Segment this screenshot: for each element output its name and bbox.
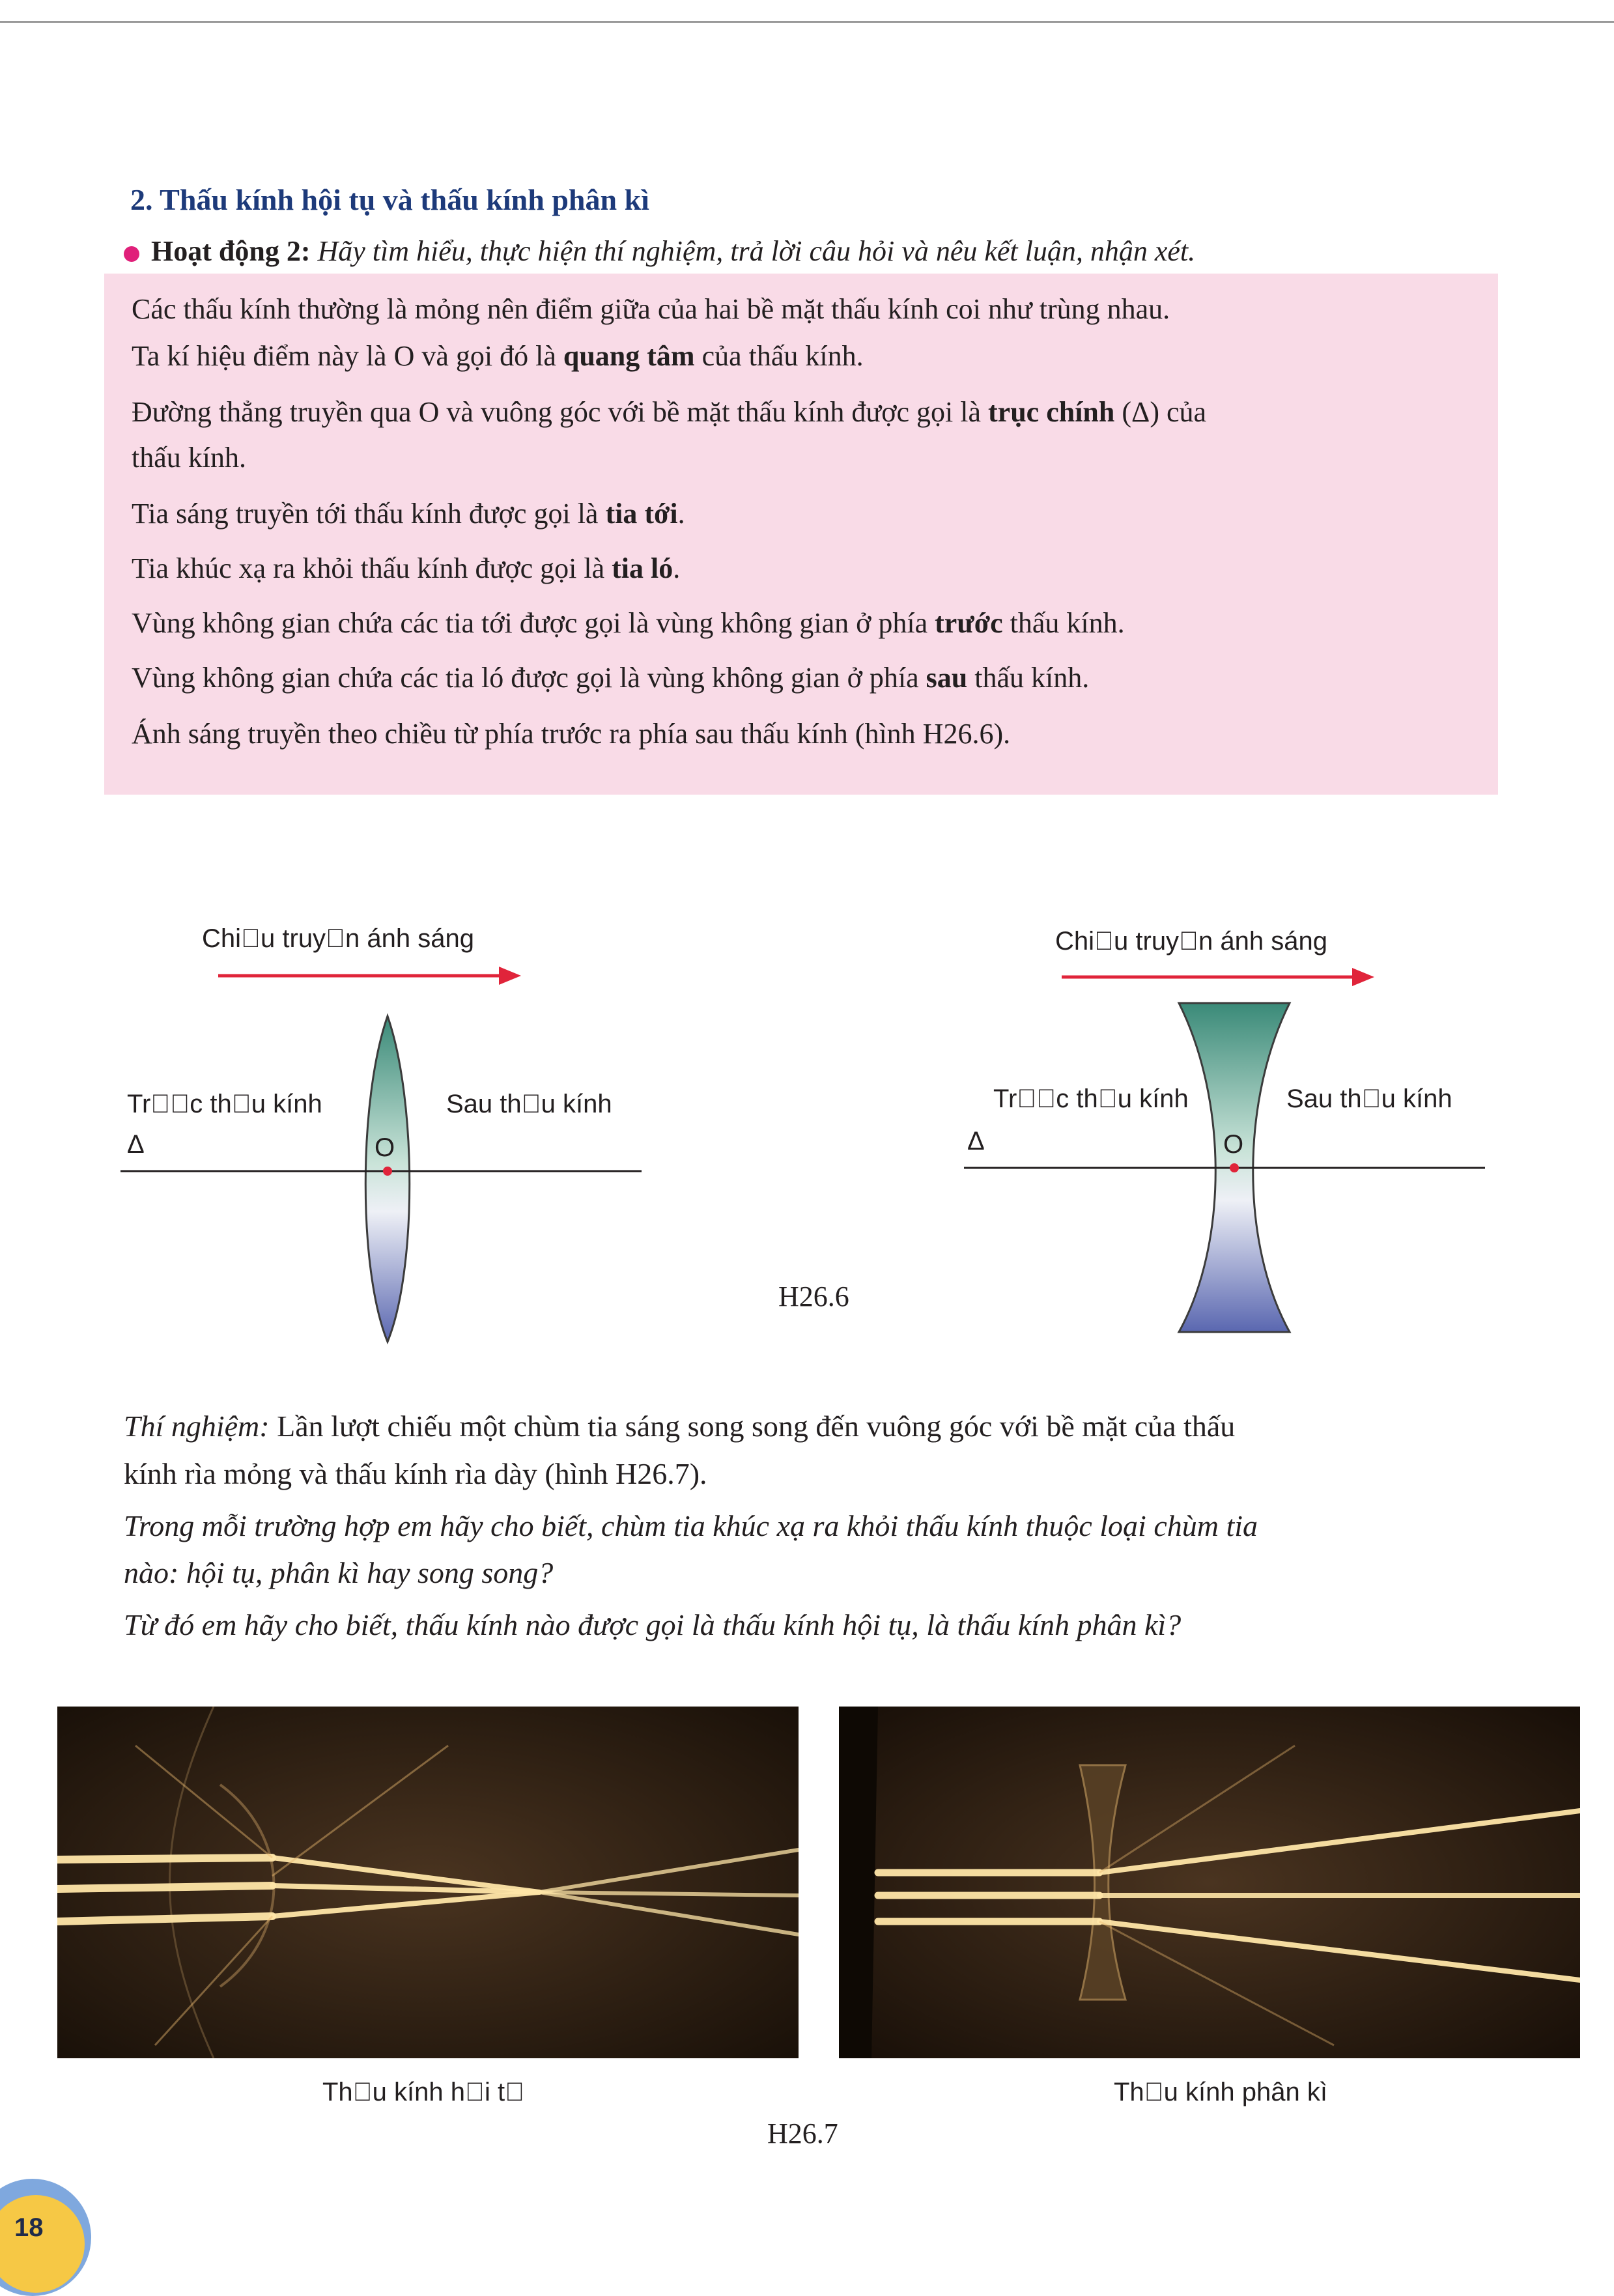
back-label-left: Sau th u kính — [446, 1090, 612, 1118]
diverging-photo-label: Th u kính phân kì — [1114, 2078, 1327, 2106]
box-line-6: Tia khúc xạ ra khỏi thấu kính được gọi là tia ló. — [132, 552, 681, 584]
center-label-right: O — [1223, 1130, 1244, 1159]
converging-lens-diagram — [111, 905, 671, 1361]
back-label-right: Sau th u kính — [1286, 1084, 1452, 1113]
activity-line — [124, 234, 1195, 268]
definition-box — [104, 274, 1498, 795]
box-line-7: Vùng không gian chứa các tia tới được gọi là vùng không gian ở phía trước thấu kính. — [132, 607, 1125, 639]
diverging-lens-photo — [839, 1707, 1580, 2058]
question-line-1: Trong mỗi trường hợp em hãy cho biết, chùm tia khúc xạ ra khỏi thấu kính thuộc loại chùm tia — [124, 1509, 1258, 1542]
box-line-4: thấu kính. — [132, 442, 246, 474]
experiment-label: Thí nghiệm: — [124, 1410, 270, 1443]
activity-instruction: Hãy tìm hiểu, thực hiện thí nghiệm, trả lời câu hỏi và nêu kết luận, nhận xét. — [317, 235, 1196, 267]
arrowhead-left — [499, 967, 521, 985]
converging-photo-label: Th u kính h i t  — [322, 2078, 525, 2106]
bullet-icon — [124, 246, 139, 262]
page-number: 18 — [14, 2213, 44, 2242]
box-line-1: Các thấu kính thường là mỏng nên điểm giữa của hai bề mặt thấu kính coi như trùng nhau. — [132, 293, 1170, 325]
box-line-8: Vùng không gian chứa các tia ló được gọi là vùng không gian ở phía sau thấu kính. — [132, 662, 1090, 694]
convex-lens — [365, 1016, 410, 1342]
axis-label-left: Δ — [127, 1130, 145, 1159]
axis-label-right: Δ — [967, 1127, 985, 1155]
center-label-left: O — [375, 1133, 395, 1162]
direction-label-right: Chi u truy n ánh sáng — [1055, 927, 1328, 956]
box-line-3: Đường thẳng truyền qua O và vuông góc với bề mặt thấu kính được gọi là trục chính (Δ) của — [132, 396, 1207, 428]
term-back: sau — [926, 662, 968, 694]
figure-caption-h26-6: H26.6 — [778, 1281, 849, 1312]
term-front: trước — [935, 607, 1003, 639]
term-incident-ray: tia tới — [605, 498, 678, 530]
term-optical-center: quang tâm — [563, 340, 695, 372]
front-label-right: Tr  c th u kính — [993, 1084, 1189, 1113]
optical-center-dot-left — [383, 1167, 392, 1176]
term-emergent-ray: tia ló — [612, 552, 673, 584]
front-label-left: Tr  c th u kính — [127, 1090, 322, 1118]
converging-lens-photo — [57, 1707, 799, 2058]
box-line-5: Tia sáng truyền tới thấu kính được gọi là tia tới. — [132, 498, 685, 530]
diverging-lens-diagram — [964, 905, 1505, 1361]
experiment-line-1: Thí nghiệm: Lần lượt chiếu một chùm tia sáng song song đến vuông góc với bề mặt của thấu — [124, 1410, 1236, 1443]
question-line-3: Từ đó em hãy cho biết, thấu kính nào được gọi là thấu kính hội tụ, là thấu kính phân kì? — [124, 1608, 1182, 1641]
arrowhead-right — [1352, 968, 1374, 986]
box-line-2: Ta kí hiệu điểm này là O và gọi đó là quang tâm của thấu kính. — [132, 340, 864, 372]
optical-center-dot-right — [1230, 1163, 1239, 1172]
direction-label-left: Chi u truy n ánh sáng — [202, 924, 475, 953]
section-title: 2. Thấu kính hội tụ và thấu kính phân kì — [130, 183, 649, 216]
figure-caption-h26-7: H26.7 — [767, 2118, 838, 2149]
question-line-2: nào: hội tụ, phân kì hay song song? — [124, 1556, 554, 1589]
experiment-line-2: kính rìa mỏng và thấu kính rìa dày (hình H26.7). — [124, 1457, 707, 1490]
activity-label: Hoạt động 2: — [151, 235, 311, 267]
box-line-9: Ánh sáng truyền theo chiều từ phía trước ra phía sau thấu kính (hình H26.6). — [132, 718, 1011, 750]
top-rule — [0, 21, 1614, 23]
term-principal-axis: trục chính — [988, 396, 1115, 428]
